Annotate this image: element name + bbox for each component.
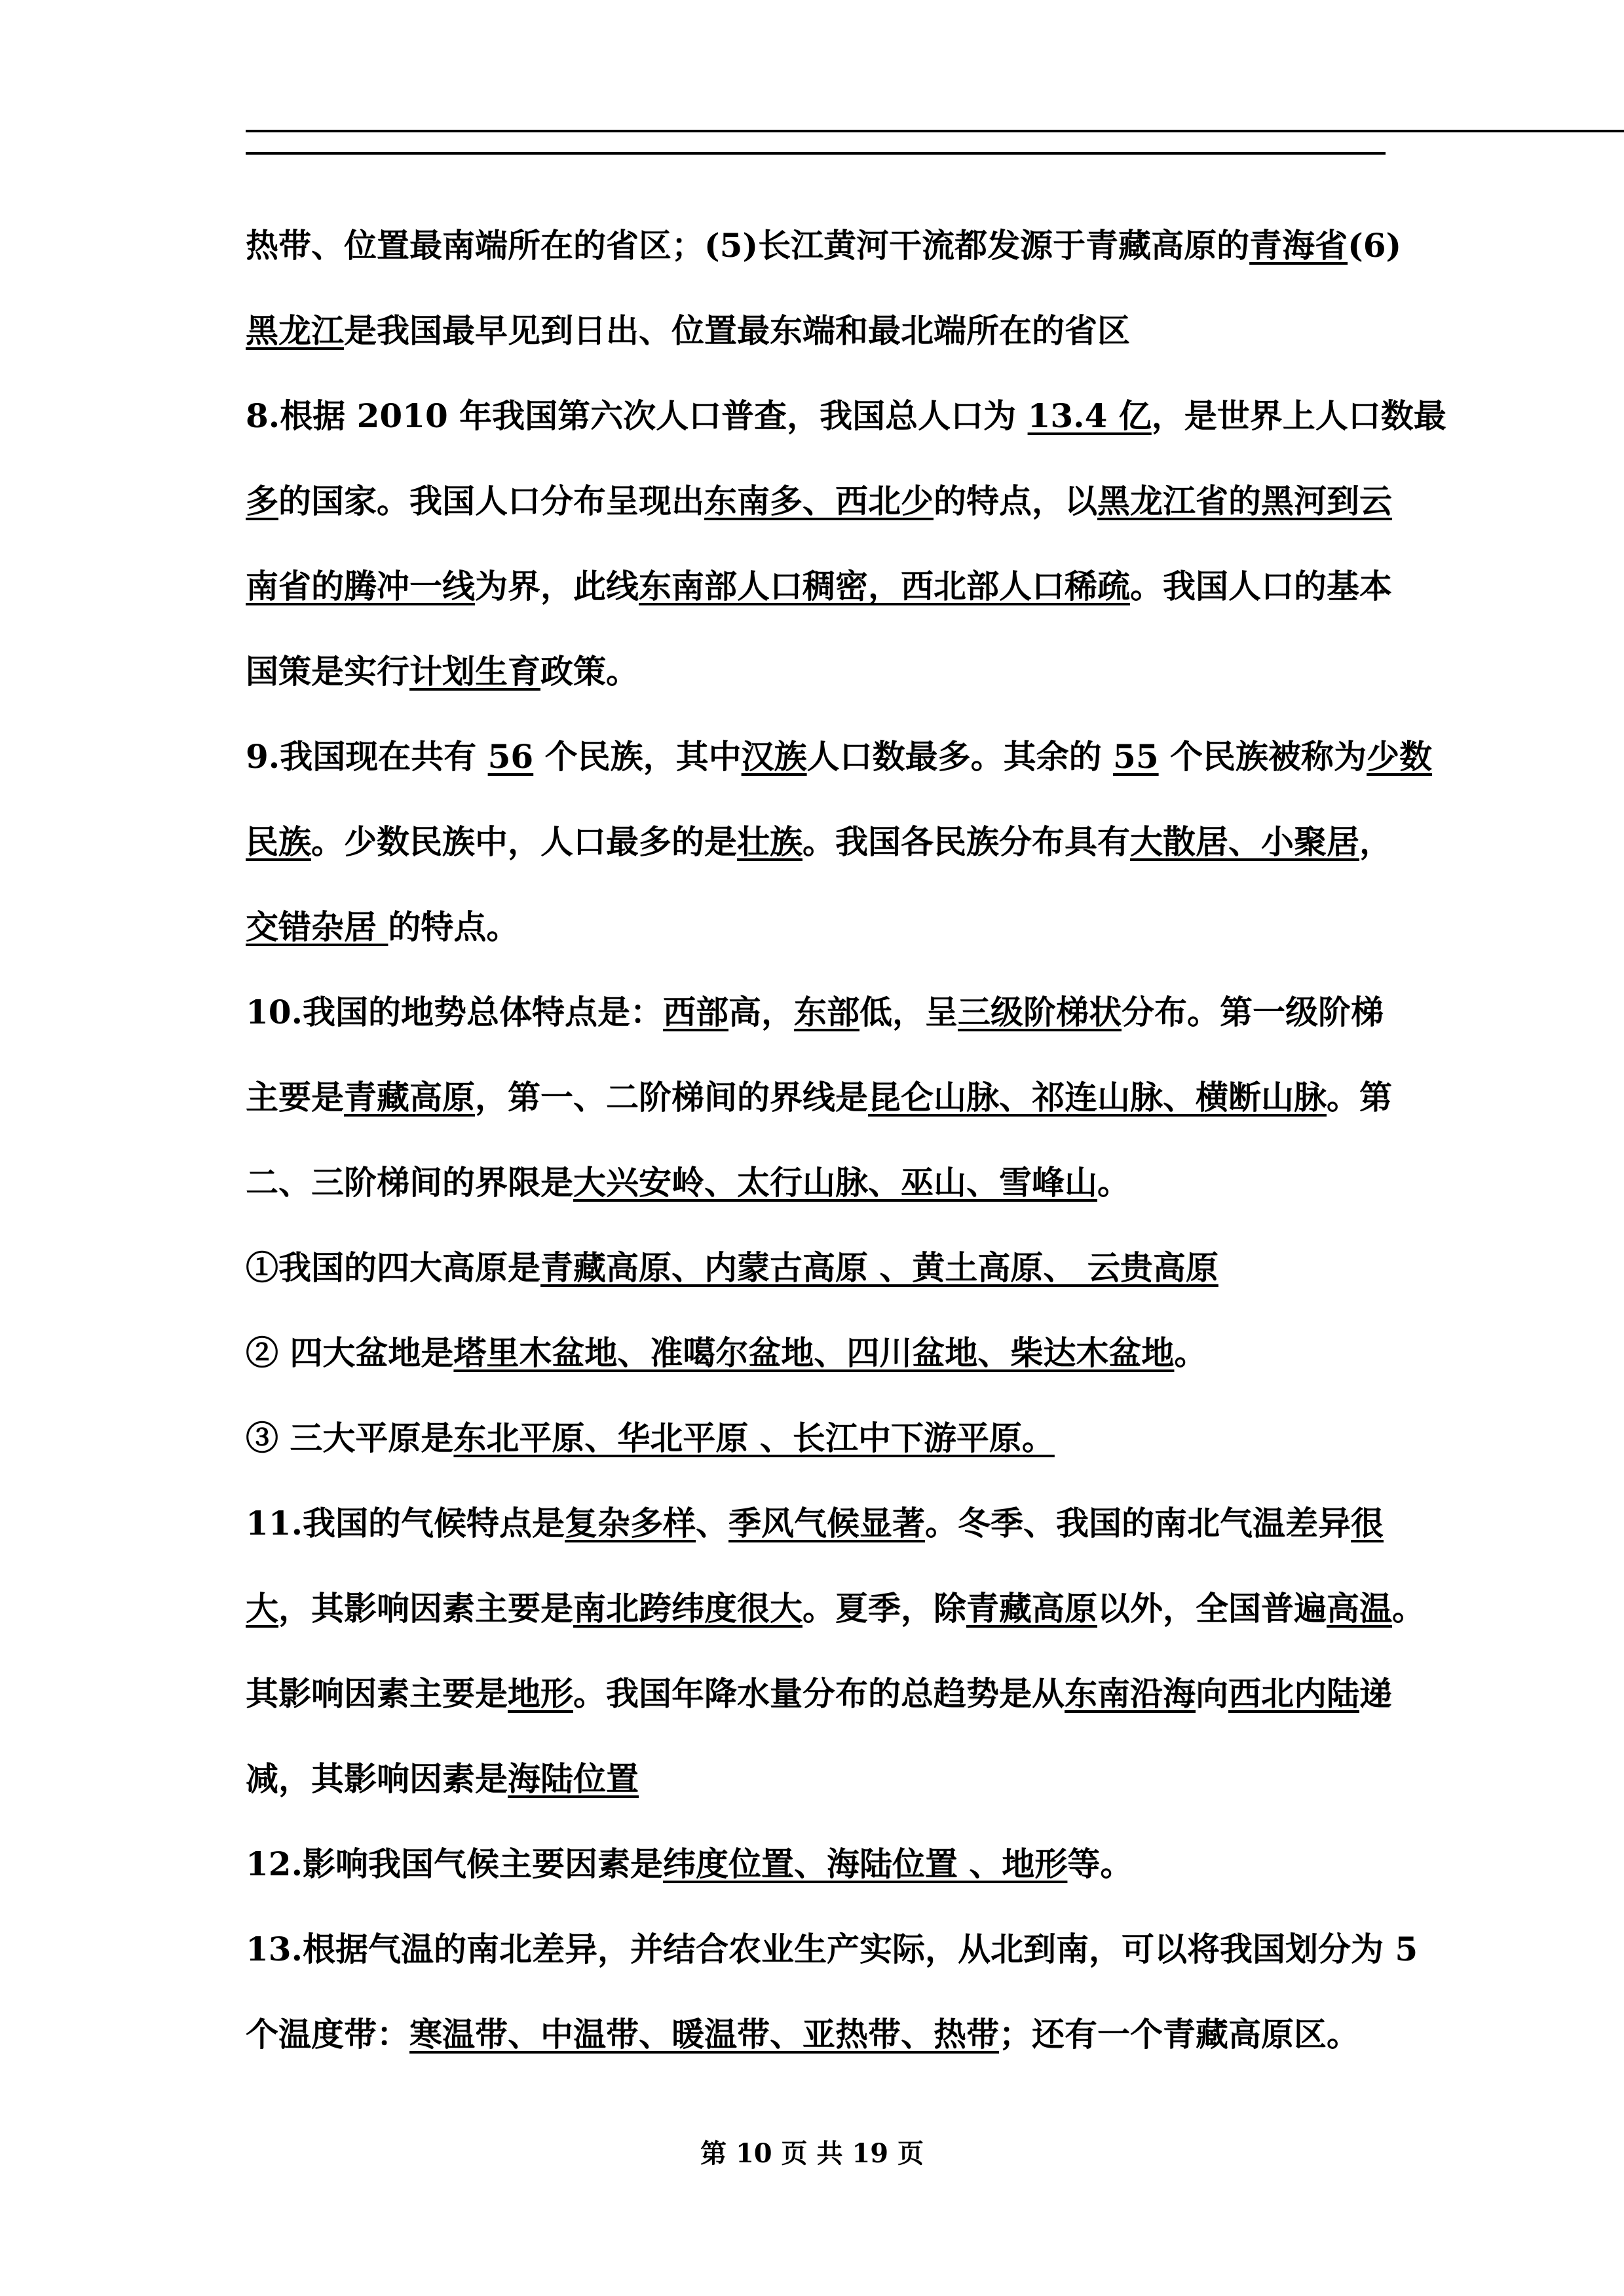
underlined-answer: 南省的腾冲一线 [246, 567, 475, 605]
text-line [246, 799, 1425, 885]
text-segment: 。我国人口的基本 [1130, 567, 1392, 605]
page-number: 第 10 页 共 19 页 [700, 2138, 924, 2169]
text-line [246, 1822, 1425, 1907]
underlined-answer: 东南多、西北少 [704, 482, 934, 520]
underlined-answer: 55 [1113, 737, 1159, 776]
underlined-answer: 东南部人口稠密，西北部人口稀疏 [639, 567, 1130, 605]
text-segment: 12.影响我国气候主要因素是 [246, 1845, 663, 1883]
text-segment: 政策。 [540, 652, 639, 691]
underlined-answer: 青藏高原 [966, 1589, 1097, 1628]
text-segment: 以外，全国普遍 [1097, 1589, 1327, 1628]
text-segment: 。 [1097, 1163, 1130, 1202]
text-segment: 人口数最多。其余的 [806, 737, 1114, 776]
text-line [246, 288, 1425, 373]
text-segment: 。 [1174, 1333, 1207, 1372]
text-segment: 为界，此线 [475, 567, 639, 605]
text-line [246, 970, 1425, 1055]
text-segment: 是我国最早见到日出、位置最东端和最北端所在的省区 [344, 311, 1130, 350]
text-line [246, 1736, 1425, 1822]
text-line [246, 1992, 1425, 2077]
text-segment: 10.我国的地势总体特点是： [246, 993, 663, 1031]
text-line [246, 1225, 1425, 1311]
text-segment: 分布。第一级阶梯 [1122, 993, 1384, 1031]
text-segment: 个温度带： [246, 2015, 409, 2054]
text-segment: (6) [1348, 226, 1402, 265]
text-segment: ①我国的四大高原是 [246, 1248, 540, 1287]
text-segment: 低，呈 [859, 993, 958, 1031]
text-line [246, 1140, 1425, 1225]
text-segment: 个民族被称为 [1158, 737, 1367, 776]
text-segment: 减，其影响因素是 [246, 1759, 508, 1798]
underlined-answer: 地形 [508, 1674, 573, 1713]
text-segment: 。我国各民族分布具有 [803, 822, 1130, 861]
underlined-answer: 纬度位置、海陆位置 、地形 [663, 1845, 1068, 1883]
underlined-answer: 西部 [663, 993, 728, 1031]
text-line [246, 885, 1425, 970]
header-rule-bottom [246, 152, 1386, 155]
underlined-answer: 昆仑山脉、祁连山脉、横断山脉 [868, 1078, 1327, 1117]
text-segment: 的国家。我国人口分布呈现出 [278, 482, 704, 520]
text-segment: ，第一、二阶梯间的界线是 [475, 1078, 868, 1117]
underlined-answer: 计划生育 [409, 652, 540, 691]
underlined-answer: 季风气候显著 [728, 1504, 925, 1542]
text-segment: 13.根据气温的南北差异，并结合农业生产实际，从北到南，可以将我国划分为 5 [246, 1930, 1418, 1968]
text-line [246, 1055, 1425, 1140]
text-segment: 国策是实行 [246, 652, 409, 691]
underlined-answer: 青海省 [1249, 226, 1348, 265]
text-segment: 递 [1359, 1674, 1392, 1713]
underlined-answer: 塔里木盆地、准噶尔盆地、四川盆地、柴达木盆地 [453, 1333, 1175, 1372]
underlined-answer: 高温 [1327, 1589, 1392, 1628]
text-line [246, 459, 1425, 544]
underlined-answer: 东南沿海 [1065, 1674, 1196, 1713]
text-segment: 8.根据 2010 年我国第六次人口普查，我国总人口为 [246, 396, 1028, 435]
text-line [246, 1566, 1425, 1651]
underlined-answer: 青藏高原 [344, 1078, 475, 1117]
text-segment: ；还有一个青藏高原区。 [999, 2015, 1359, 2054]
underlined-answer: 海陆位置 [508, 1759, 639, 1798]
underlined-answer: 青藏高原、内蒙古高原 、黄土高原、 云贵高原 [540, 1248, 1218, 1287]
text-segment: 二、三阶梯间的界限是 [246, 1163, 573, 1202]
text-line [246, 544, 1425, 629]
underlined-answer: 东部 [794, 993, 859, 1031]
text-segment: 。我国年降水量分布的总趋势是从 [573, 1674, 1065, 1713]
text-line [246, 373, 1446, 459]
underlined-answer: 大 [246, 1589, 278, 1628]
underlined-answer: 三级阶梯状 [958, 993, 1122, 1031]
underlined-answer: 复杂多样 [565, 1504, 696, 1542]
text-segment: 的特点，以 [934, 482, 1097, 520]
text-segment: ，其影响因素主要是 [278, 1589, 573, 1628]
header-rule-top [246, 130, 1624, 132]
text-segment: 个民族，其中 [533, 737, 742, 776]
text-segment: 热带、位置最南端所在的省区；(5)长江黄河干流都发源于青藏高原的 [246, 226, 1250, 265]
text-line [246, 629, 1425, 714]
text-line [246, 1311, 1425, 1396]
text-segment: ，是世界上人口数最 [1151, 396, 1446, 435]
text-segment: 。冬季、我国的南北气温差异 [925, 1504, 1351, 1542]
text-segment: 9.我国现在共有 [246, 737, 488, 776]
underlined-answer: 民族 [246, 822, 311, 861]
text-segment: 。夏季，除 [803, 1589, 966, 1628]
text-segment: 向 [1196, 1674, 1228, 1713]
underlined-answer: 黑龙江省的黑河到云 [1097, 482, 1392, 520]
underlined-answer: 13.4 亿 [1027, 396, 1152, 435]
underlined-answer: 多 [246, 482, 278, 520]
underlined-answer: 交错杂居 [246, 908, 388, 946]
underlined-answer: 寒温带、中温带、暖温带、亚热带、热带 [409, 2015, 999, 2054]
underlined-answer: 大兴安岭、太行山脉、巫山、雪峰山 [573, 1163, 1097, 1202]
text-segment: 11.我国的气候特点是 [246, 1504, 565, 1542]
text-segment: ， [1359, 822, 1392, 861]
text-segment: 、 [696, 1504, 728, 1542]
underlined-answer: 黑龙江 [246, 311, 344, 350]
underlined-answer: 东北平原、华北平原 、长江中下游平原。 [453, 1419, 1055, 1457]
underlined-answer: 大散居、小聚居 [1130, 822, 1359, 861]
text-segment: 。少数民族中，人口最多的是 [311, 822, 737, 861]
text-segment: 其影响因素主要是 [246, 1674, 508, 1713]
underlined-answer: 少数 [1367, 737, 1433, 776]
text-line [246, 203, 1425, 288]
text-segment: 。 [1392, 1589, 1425, 1628]
underlined-answer: 汉族 [741, 737, 807, 776]
text-line [246, 1396, 1425, 1481]
text-segment: 。第 [1327, 1078, 1392, 1117]
text-line [246, 1907, 1425, 1992]
text-segment: 等。 [1067, 1845, 1133, 1883]
underlined-answer: 南北跨纬度很大 [573, 1589, 803, 1628]
text-line [246, 714, 1433, 799]
underlined-answer: 壮族 [737, 822, 803, 861]
text-segment: ② 四大盆地是 [246, 1333, 454, 1372]
underlined-answer: 很 [1351, 1504, 1384, 1542]
text-segment: 主要是 [246, 1078, 344, 1117]
underlined-answer: 西北内陆 [1228, 1674, 1359, 1713]
text-segment: 高， [728, 993, 794, 1031]
text-line [246, 1651, 1425, 1736]
text-line [246, 1481, 1425, 1566]
underlined-answer: 56 [487, 737, 534, 776]
document-body [246, 203, 1446, 2077]
text-segment: 的特点。 [388, 908, 519, 946]
text-segment: ③ 三大平原是 [246, 1419, 454, 1457]
